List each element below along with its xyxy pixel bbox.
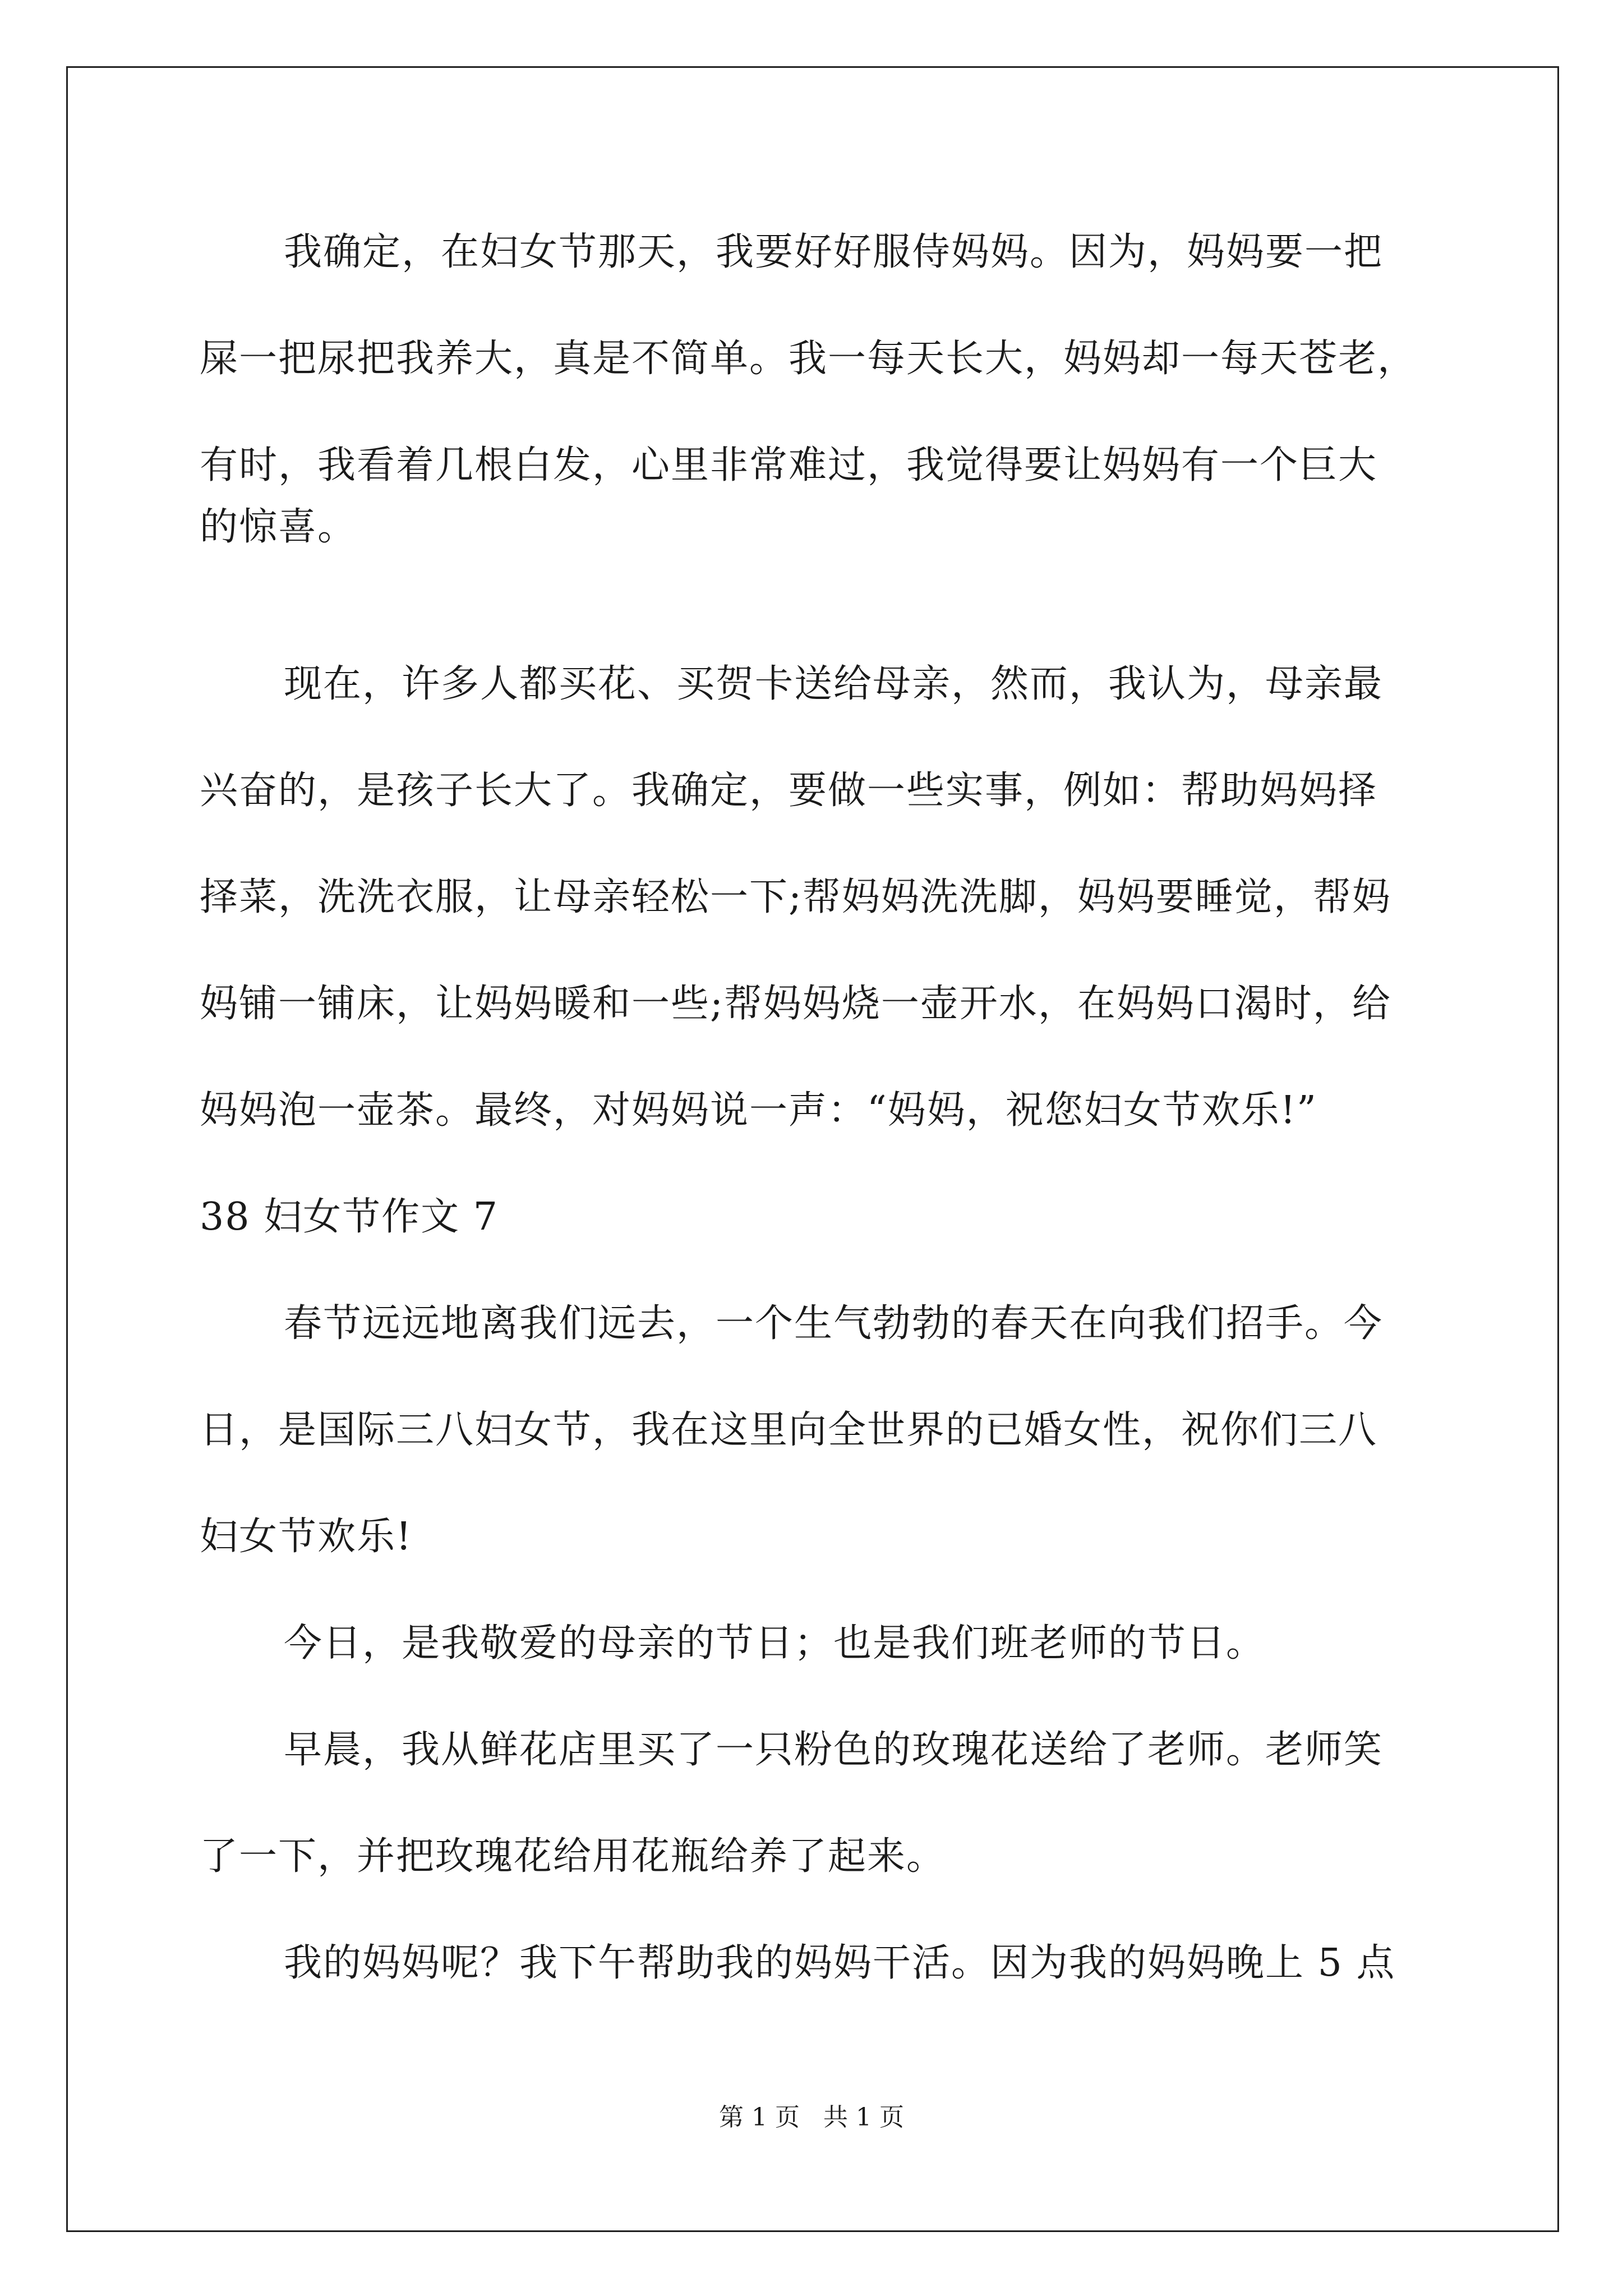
paragraph-2-line-3: 择菜，洗洗衣服，让母亲轻松一下;帮妈妈洗洗脚，妈妈要睡觉，帮妈 xyxy=(200,875,1391,919)
paragraph-4-line-1: 今日，是我敬爱的母亲的节日；也是我们班老师的节日。 xyxy=(284,1621,1266,1665)
paragraph-1-line-2: 屎一把尿把我养大，真是不简单。我一每天长大，妈妈却一每天苍老， xyxy=(200,337,1417,381)
paragraph-3-line-3: 妇女节欢乐! xyxy=(200,1515,413,1559)
section-heading: 38 妇女节作文 7 xyxy=(200,1195,499,1239)
paragraph-2-line-5: 妈妈泡一壶茶。最终，对妈妈说一声：“妈妈，祝您妇女节欢乐!” xyxy=(200,1088,1317,1133)
paragraph-1-line-4: 的惊喜。 xyxy=(200,505,357,549)
paragraph-1-line-1: 我确定，在妇女节那天，我要好好服侍妈妈。因为，妈妈要一把 xyxy=(284,230,1384,274)
paragraph-2-line-1: 现在，许多人都买花、买贺卡送给母亲，然而，我认为，母亲最 xyxy=(284,662,1384,706)
paragraph-2-line-2: 兴奋的，是孩子长大了。我确定，要做一些实事，例如：帮助妈妈择 xyxy=(200,769,1378,813)
paragraph-5-line-2: 了一下，并把玫瑰花给用花瓶给养了起来。 xyxy=(200,1834,946,1879)
paragraph-2-line-4: 妈铺一铺床，让妈妈暖和一些;帮妈妈烧一壶开水，在妈妈口渴时，给 xyxy=(200,982,1391,1026)
paragraph-5-line-1: 早晨，我从鲜花店里买了一只粉色的玫瑰花送给了老师。老师笑 xyxy=(284,1728,1384,1772)
paragraph-6-line-1: 我的妈妈呢？我下午帮助我的妈妈干活。因为我的妈妈晚上 5 点 xyxy=(284,1941,1396,1985)
paragraph-1-line-3: 有时，我看着几根白发，心里非常难过，我觉得要让妈妈有一个巨大 xyxy=(200,443,1378,487)
paragraph-3-line-1: 春节远远地离我们远去，一个生气勃勃的春天在向我们招手。今 xyxy=(284,1301,1384,1346)
page-border xyxy=(66,66,1559,2232)
paragraph-3-line-2: 日，是国际三八妇女节，我在这里向全世界的已婚女性，祝你们三八 xyxy=(200,1408,1378,1452)
page-footer: 第 1 页 共 1 页 xyxy=(719,2103,904,2132)
